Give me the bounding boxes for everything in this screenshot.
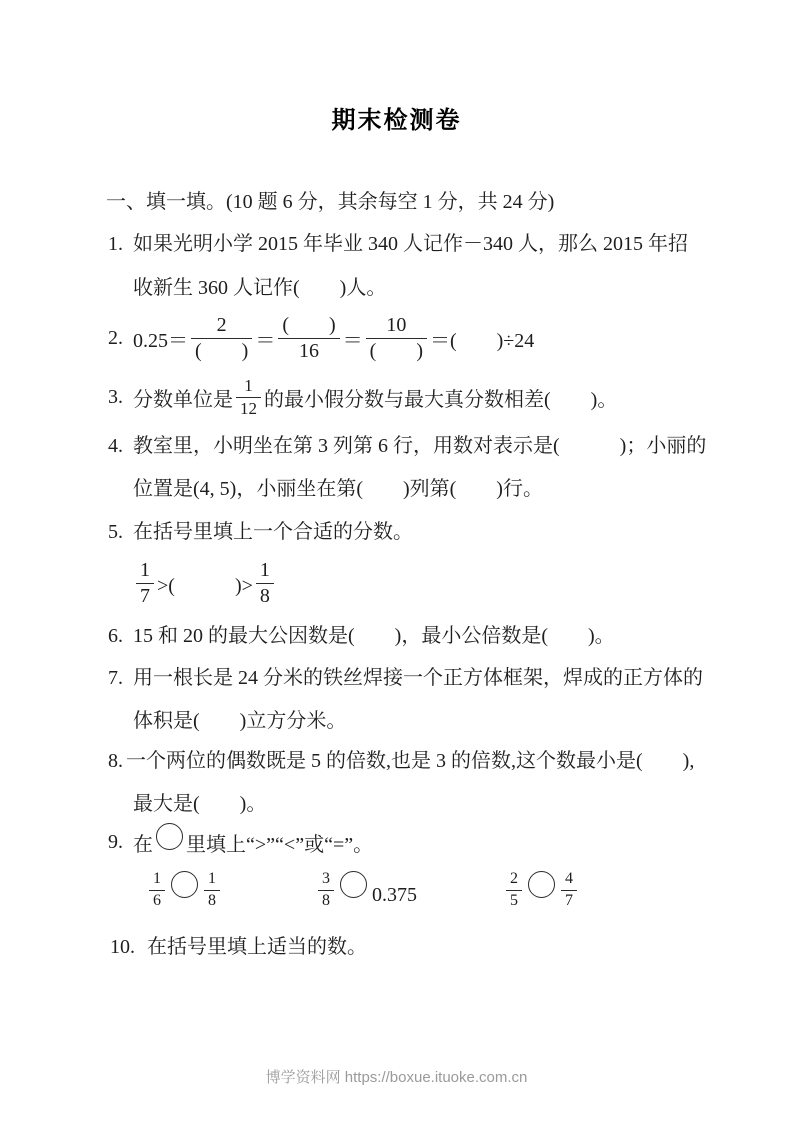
fraction-denominator: 5 — [510, 891, 518, 909]
fraction-denominator: 8 — [208, 891, 216, 909]
fraction-numerator: ( ) — [278, 315, 339, 339]
fraction-3-over-8 — [318, 871, 334, 910]
question-10-text: 在括号里填上适当的数。 — [147, 936, 367, 958]
question-8-line-1 — [108, 750, 694, 773]
question-2-tail: ＝( )÷24 — [429, 329, 535, 352]
question-6-text: 15 和 20 的最大公因数是( )，最小公倍数是( )。 — [133, 625, 615, 647]
comparison-group-1 — [146, 871, 223, 910]
question-4-line-1 — [108, 435, 706, 458]
fraction-numerator: 2 — [191, 315, 252, 339]
question-4-line-2 — [133, 478, 543, 501]
question-9-line — [108, 826, 373, 858]
question-4-text-1: 教室里，小明坐在第 3 列第 6 行，用数对表示是( )；小丽的 — [133, 435, 707, 457]
question-6-line — [108, 625, 615, 648]
fraction-2-over-blank — [191, 315, 252, 362]
watermark-footer: 博学资料网 https://boxue.ituoke.com.cn — [265, 1069, 528, 1086]
fraction-denominator: ( ) — [195, 339, 249, 362]
fraction-numerator: 3 — [318, 871, 334, 891]
question-2-equation — [108, 314, 534, 362]
fraction-denominator: 6 — [153, 891, 161, 909]
fraction-blank-over-16 — [278, 315, 339, 362]
decimal-value: 0.375 — [372, 883, 417, 906]
question-1-text-1: 如果光明小学 2015 年毕业 340 人记作－340 人，那么 2015 年招 — [133, 233, 688, 255]
question-1-line-2 — [133, 277, 386, 300]
fraction-1-over-12 — [236, 377, 261, 418]
comparison-group-3 — [503, 871, 580, 910]
question-7-line-1 — [108, 667, 703, 690]
fraction-numerator: 10 — [366, 315, 427, 339]
fraction-denominator: 7 — [140, 584, 150, 607]
fraction-denominator: 7 — [565, 891, 573, 909]
question-7-line-2 — [133, 710, 346, 733]
fraction-numerator: 4 — [561, 871, 577, 891]
equals-sign: ＝ — [255, 329, 276, 352]
question-2-lead: 0.25＝ — [133, 329, 188, 352]
section-1-heading: 一、填一填。(10 题 6 分，其余每空 1 分，共 24 分) — [106, 191, 555, 213]
blank-circle-icon — [528, 871, 555, 898]
fraction-numerator: 1 — [136, 560, 154, 584]
question-9-number: 9. — [108, 830, 123, 853]
question-10-number: 10. — [110, 936, 135, 958]
question-4-text-2: 位置是(4, 5)，小丽坐在第( )列第( )行。 — [133, 478, 543, 500]
question-5-text-1: 在括号里填上一个合适的分数。 — [133, 521, 413, 543]
question-3-text-pre: 分数单位是 — [133, 388, 233, 411]
fraction-numerator: 1 — [149, 871, 165, 891]
blank-circle-icon — [156, 823, 183, 850]
question-9-text-pre: 在 — [133, 833, 153, 856]
fraction-1-over-8 — [256, 560, 274, 607]
question-1-line-1 — [108, 233, 688, 256]
question-10-line — [110, 936, 367, 959]
fraction-numerator: 1 — [256, 560, 274, 584]
question-7-number: 7. — [108, 667, 123, 689]
question-9-text-post: 里填上“>”“<”或“=”。 — [186, 833, 374, 856]
fraction-4-over-7 — [561, 871, 577, 910]
question-5-inequality: >( )> — [157, 574, 253, 597]
fraction-numerator: 1 — [236, 377, 261, 398]
question-3-number: 3. — [108, 385, 123, 408]
question-1-number: 1. — [108, 233, 123, 255]
fraction-1-over-7 — [136, 560, 154, 607]
fraction-numerator: 2 — [506, 871, 522, 891]
fraction-denominator: 8 — [322, 891, 330, 909]
fraction-10-over-blank — [366, 315, 427, 362]
question-8-line-2 — [133, 793, 266, 816]
question-6-number: 6. — [108, 625, 123, 647]
question-8-text-1: 一个两位的偶数既是 5 的倍数,也是 3 的倍数,这个数最小是( ), — [126, 750, 695, 772]
blank-circle-icon — [171, 871, 198, 898]
question-1-text-2: 收新生 360 人记作( )人。 — [133, 277, 387, 299]
question-3-text-post: 的最小假分数与最大真分数相差( )。 — [264, 388, 618, 411]
fraction-1-over-8 — [204, 871, 220, 910]
question-5-line-1 — [108, 521, 413, 544]
fraction-1-over-6 — [149, 871, 165, 910]
fraction-2-over-5 — [506, 871, 522, 910]
question-9-comparisons-row — [0, 871, 793, 923]
page-title: 期末检测卷 — [331, 107, 462, 134]
question-7-text-2: 体积是( )立方分米。 — [133, 710, 347, 732]
question-7-text-1: 用一根长是 24 分米的铁丝焊接一个正方体框架，焊成的正方体的 — [133, 667, 703, 689]
question-8-number: 8. — [108, 750, 123, 772]
comparison-group-2 — [315, 871, 417, 910]
question-3-line — [108, 372, 617, 422]
question-5-number: 5. — [108, 521, 123, 543]
question-4-number: 4. — [108, 435, 123, 457]
question-8-text-2: 最大是( )。 — [133, 793, 267, 815]
fraction-numerator: 1 — [204, 871, 220, 891]
fraction-denominator: 12 — [240, 398, 257, 418]
question-2-number: 2. — [108, 326, 123, 349]
question-5-expression — [133, 558, 277, 608]
fraction-denominator: 8 — [259, 584, 270, 607]
fraction-denominator: 16 — [298, 339, 319, 362]
fraction-denominator: ( ) — [369, 339, 423, 362]
blank-circle-icon — [340, 871, 367, 898]
equals-sign: ＝ — [342, 329, 363, 352]
